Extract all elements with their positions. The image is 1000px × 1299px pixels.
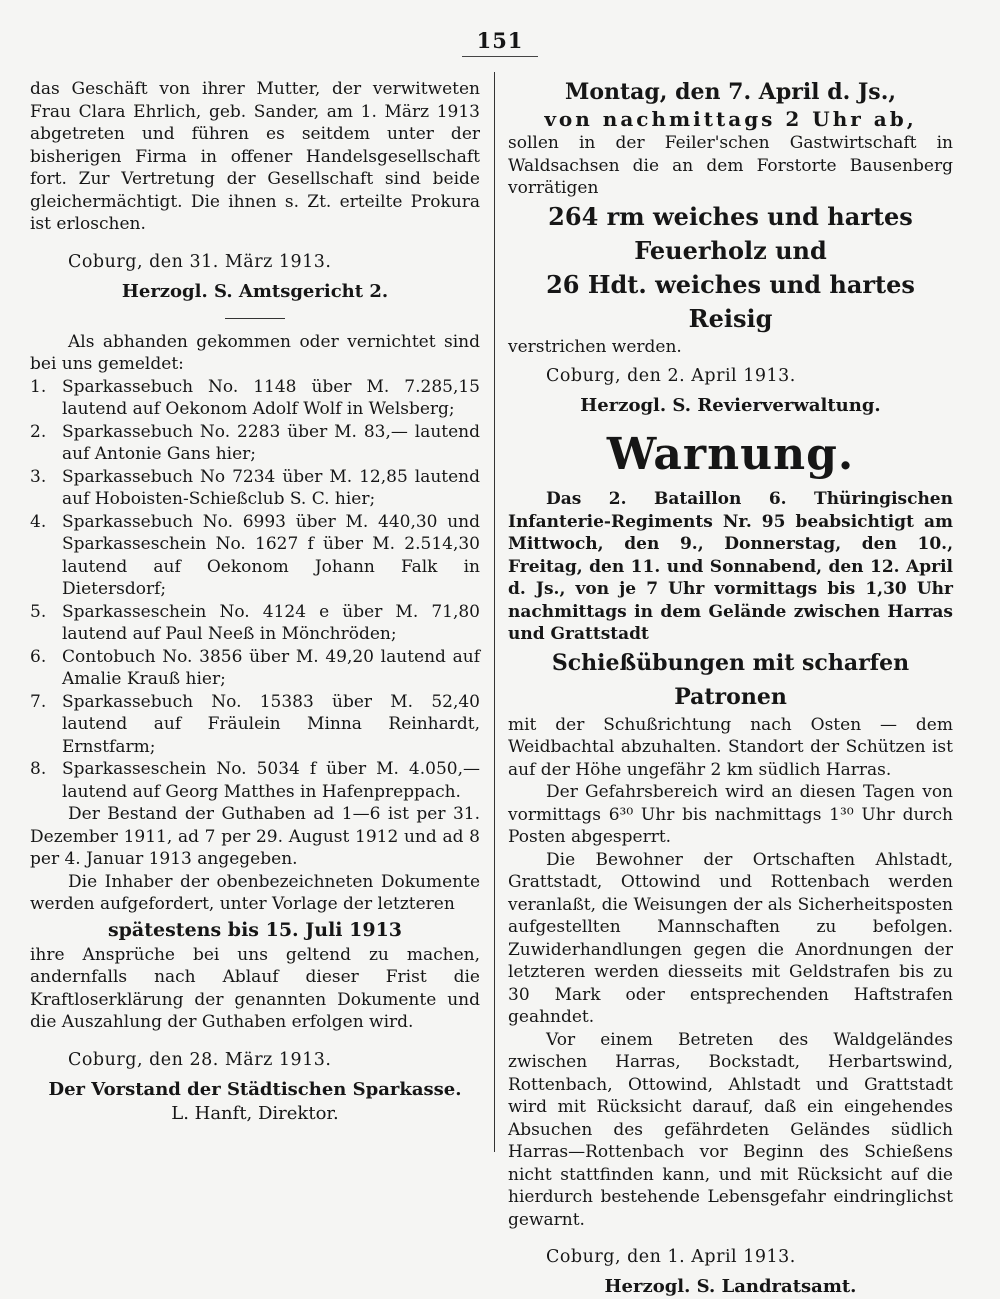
auction-time-heading: von nachmittags 2 Uhr ab, <box>544 107 917 131</box>
list-item: 1. Sparkassebuch No. 1148 über M. 7.285,15 lautend auf Oekonom Adolf Wolf in Welsberg; <box>30 376 480 419</box>
dateline: Coburg, den 31. März 1913. <box>68 251 332 272</box>
signature-director: L. Hanft, Direktor. <box>171 1102 339 1124</box>
auction-closing: verstrichen werden. <box>508 336 682 357</box>
danger-zone: Der Gefahrsbereich wird an diesen Tagen von vormittags 6³⁰ Uhr bis nachmittags 1³⁰ Uhr durch Posten abgesperrt. <box>508 782 953 847</box>
shooting-direction: mit der Schußrichtung nach Osten — dem Weidbachtal abzuhalten. Standort der Schützen ist auf der Höhe ungefähr 2 km südlich Harras. <box>508 714 953 780</box>
page-number: 151 <box>476 28 524 53</box>
list-item: 2. Sparkassebuch No. 2283 über M. 83,— lautend auf Antonie Gans hier; <box>30 421 480 464</box>
holders-request: Die Inhaber der obenbezeichneten Dokumente werden aufgefordert, unter Vorlage der letzteren <box>30 871 480 914</box>
list-item: 3. Sparkassebuch No 7234 über M. 12,85 lautend auf Hoboisten-Schießclub S. C. hier; <box>30 466 480 509</box>
list-item: 6. Contobuch No. 3856 über M. 49,20 lautend auf Amalie Krauß hier; <box>30 646 480 689</box>
firewood-line: 264 rm weiches und hartes Feuerholz und <box>548 201 913 265</box>
list-item: 4. Sparkassebuch No. 6993 über M. 440,30 und Sparkasseschein No. 1627 f über M. 2.514,30 lautend auf Oekonom Johann Falk in Dietersdorf; <box>30 511 480 599</box>
signature-revierverwaltung: Herzogl. S. Revierverwaltung. <box>580 395 881 416</box>
column-divider <box>494 72 495 1152</box>
list-item: 8. Sparkasseschein No. 5034 f über M. 4.050,— lautend auf Georg Matthes in Hafenpreppach. <box>30 759 480 802</box>
lost-documents-list <box>30 376 480 804</box>
balance-note: Der Bestand der Guthaben ad 1—6 ist per 31. Dezember 1911, ad 7 per 29. August 1912 und ad 8 per 4. Januar 1913 angegeben. <box>30 804 480 869</box>
notice-continuation: das Geschäft von ihrer Mutter, der verwitweten Frau Clara Ehrlich, geb. Sander, am 1. März 1913 abgetreten und führen es seitdem unter der bisherigen Firma in offener Handelsgesellschaft fort. Zur Vertretung der Gesellschaft sind beide gleichermächtigt. Die ihnen s. Zt. erteilte Prokura ist erloschen. <box>30 79 480 234</box>
shooting-exercises: Schießübungen mit scharfen Patronen <box>551 649 910 710</box>
dateline: Coburg, den 2. April 1913. <box>546 366 796 386</box>
brushwood-line: 26 Hdt. weiches und hartes Reisig <box>546 269 915 333</box>
signature-sparkasse: Der Vorstand der Städtischen Sparkasse. <box>48 1078 462 1100</box>
list-item: 7. Sparkassebuch No. 15383 über M. 52,40 lautend auf Fräulein Minna Reinhardt, Ernstfarm; <box>30 691 480 757</box>
deadline: spätestens bis 15. Juli 1913 <box>107 918 403 941</box>
battalion-notice: Das 2. Bataillon 6. Thüringischen Infanterie-Regiments Nr. 95 beabsichtigt am Mittwoch, den 9., Donnerstag, den 10., Freitag, den 11. und Sonnabend, den 12. April d. Js., von je 7 Uhr vormittags bis 1,30 Uhr nachmittags in dem Gelände zwischen Harras und Grattstadt <box>508 489 953 644</box>
page-number-rule <box>462 56 538 57</box>
list-item: 5. Sparkasseschein No. 4124 e über M. 71,80 lautend auf Paul Neeß in Mönchröden; <box>30 601 480 644</box>
signature-landratsamt: Herzogl. S. Landratsamt. <box>604 1276 857 1297</box>
forest-warning: Vor einem Betreten des Waldgeländes zwischen Harras, Bockstadt, Herbartswind, Rottenbach, Ottowind, Ahlstadt und Grattstadt wird mit Rücksicht darauf, daß ein eingehendes Absuchen des gefährdeten Geländes südlich Harras—Rottenbach vor Beginn des Schießens nicht stattfinden kann, und mit Rücksicht auf die hierdurch bestehende Lebensgefahr eindringlichst gewarnt. <box>508 1029 953 1230</box>
warning-heading: Warnung. <box>606 429 855 480</box>
section-rule <box>225 318 285 319</box>
lost-documents-intro: Als abhanden gekommen oder vernichtet sind bei uns gemeldet: <box>30 331 480 374</box>
right-column <box>508 78 953 1299</box>
auction-text: sollen in der Feiler'schen Gastwirtschaft in Waldsachsen die an dem Forstorte Bausenberg vorrätigen <box>508 133 953 198</box>
left-column <box>30 78 480 1126</box>
auction-date-heading: Montag, den 7. April d. Js., <box>564 79 897 105</box>
dateline: Coburg, den 28. März 1913. <box>68 1049 332 1070</box>
residents-instruction: Die Bewohner der Ortschaften Ahlstadt, Grattstadt, Ottowind und Rottenbach werden veranlaßt, die Weisungen der als Sicherheitsposten aufgestellten Mannschaften zu befolgen. Zuwiderhandlungen gegen die Anordnungen der letzteren werden diesseits mit Geldstrafen bis zu 30 Mark oder entsprechenden Haftstrafen geahndet. <box>508 849 953 1027</box>
dateline: Coburg, den 1. April 1913. <box>546 1247 796 1267</box>
signature-amtsgericht: Herzogl. S. Amtsgericht 2. <box>121 280 389 302</box>
claims-text: ihre Ansprüche bei uns geltend zu machen, andernfalls nach Ablauf dieser Frist die Kraftloserklärung der genannten Dokumente und die Auszahlung der Guthaben erfolgen wird. <box>30 944 480 1032</box>
